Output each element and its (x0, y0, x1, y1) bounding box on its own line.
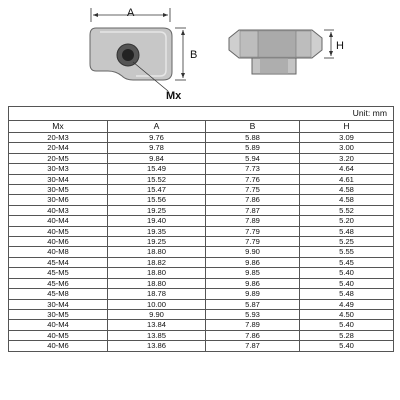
cell-a: 18.78 (108, 289, 206, 299)
cell-mx: 40-M3 (9, 205, 108, 215)
header-row (9, 121, 394, 133)
cell-mx: 40-M5 (9, 226, 108, 236)
cell-b: 7.89 (206, 216, 300, 226)
cell-h: 5.45 (300, 257, 394, 267)
cell-b: 7.87 (206, 341, 300, 351)
column-header-a: A (108, 121, 206, 133)
cell-a: 9.84 (108, 153, 206, 163)
column-header-mx: Mx (9, 121, 108, 133)
dim-label-mx: Mx (166, 90, 182, 100)
dim-label-h: H (336, 40, 344, 52)
cell-h: 5.48 (300, 289, 394, 299)
cell-b: 7.79 (206, 237, 300, 247)
cell-a: 15.49 (108, 164, 206, 174)
cell-mx: 30-M6 (9, 195, 108, 205)
cell-b: 9.85 (206, 268, 300, 278)
cell-b: 7.87 (206, 205, 300, 215)
cell-a: 18.80 (108, 247, 206, 257)
cell-a: 9.76 (108, 133, 206, 143)
cell-h: 5.40 (300, 268, 394, 278)
cell-a: 9.90 (108, 309, 206, 319)
cell-b: 9.86 (206, 278, 300, 288)
cell-mx: 40-M4 (9, 320, 108, 330)
cell-h: 3.20 (300, 153, 394, 163)
cell-h: 4.49 (300, 299, 394, 309)
cell-b: 5.87 (206, 299, 300, 309)
cell-mx: 20-M5 (9, 153, 108, 163)
cell-a: 9.78 (108, 143, 206, 153)
cell-mx: 30-M5 (9, 309, 108, 319)
cell-h: 4.58 (300, 185, 394, 195)
table-row (9, 205, 394, 215)
cell-b: 9.89 (206, 289, 300, 299)
column-header-h: H (300, 121, 394, 133)
cell-b: 7.76 (206, 174, 300, 184)
cell-b: 7.86 (206, 195, 300, 205)
cell-mx: 40-M6 (9, 237, 108, 247)
cell-a: 15.47 (108, 185, 206, 195)
table-row (9, 299, 394, 309)
cell-b: 5.94 (206, 153, 300, 163)
table-row (9, 309, 394, 319)
cell-mx: 45-M8 (9, 289, 108, 299)
cell-a: 15.56 (108, 195, 206, 205)
cell-h: 3.00 (300, 143, 394, 153)
table-row (9, 247, 394, 257)
cell-b: 7.79 (206, 226, 300, 236)
unit-row (9, 107, 394, 121)
cell-b: 9.86 (206, 257, 300, 267)
cell-mx: 40-M6 (9, 341, 108, 351)
cell-h: 4.50 (300, 309, 394, 319)
cell-h: 5.52 (300, 205, 394, 215)
table-row (9, 216, 394, 226)
table-row (9, 289, 394, 299)
table-row (9, 195, 394, 205)
table-row (9, 185, 394, 195)
table-row (9, 226, 394, 236)
table-row (9, 278, 394, 288)
side-view (229, 30, 344, 74)
table-row (9, 257, 394, 267)
cell-b: 7.89 (206, 320, 300, 330)
cell-h: 5.40 (300, 278, 394, 288)
cell-a: 10.00 (108, 299, 206, 309)
cell-a: 18.82 (108, 257, 206, 267)
cell-mx: 30-M4 (9, 174, 108, 184)
cell-b: 5.89 (206, 143, 300, 153)
cell-h: 5.25 (300, 237, 394, 247)
cell-mx: 40-M8 (9, 247, 108, 257)
table-row (9, 320, 394, 330)
cell-h: 3.09 (300, 133, 394, 143)
table-row (9, 133, 394, 143)
table-row (9, 330, 394, 340)
cell-a: 18.80 (108, 278, 206, 288)
cell-mx: 30-M3 (9, 164, 108, 174)
cell-b: 9.90 (206, 247, 300, 257)
top-view (90, 7, 197, 100)
table-row (9, 268, 394, 278)
cell-h: 4.58 (300, 195, 394, 205)
dimension-table (8, 106, 394, 352)
cell-h: 5.55 (300, 247, 394, 257)
cell-a: 13.85 (108, 330, 206, 340)
cell-h: 5.40 (300, 341, 394, 351)
cell-a: 18.80 (108, 268, 206, 278)
cell-mx: 45-M4 (9, 257, 108, 267)
cell-h: 5.48 (300, 226, 394, 236)
dim-label-b: B (190, 49, 198, 61)
cell-b: 5.88 (206, 133, 300, 143)
cell-h: 5.28 (300, 330, 394, 340)
column-header-b: B (206, 121, 300, 133)
cell-mx: 30-M4 (9, 299, 108, 309)
cell-h: 5.40 (300, 320, 394, 330)
cell-a: 13.84 (108, 320, 206, 330)
cell-h: 5.20 (300, 216, 394, 226)
table-row (9, 237, 394, 247)
cell-mx: 20-M3 (9, 133, 108, 143)
cell-a: 13.86 (108, 341, 206, 351)
cell-mx: 40-M5 (9, 330, 108, 340)
cell-mx: 30-M5 (9, 185, 108, 195)
unit-label: Unit: mm (9, 107, 394, 121)
cell-a: 19.25 (108, 237, 206, 247)
cell-mx: 40-M4 (9, 216, 108, 226)
cell-b: 7.86 (206, 330, 300, 340)
cell-a: 19.40 (108, 216, 206, 226)
cell-mx: 20-M4 (9, 143, 108, 153)
table-row (9, 341, 394, 351)
table-row (9, 143, 394, 153)
table-row (9, 153, 394, 163)
table-row (9, 174, 394, 184)
dim-label-a: A (127, 7, 135, 19)
dimension-table-container (8, 106, 393, 352)
table-body (9, 133, 394, 352)
table-row (9, 164, 394, 174)
t-nut-drawing (0, 0, 400, 100)
cell-b: 5.93 (206, 309, 300, 319)
cell-a: 19.35 (108, 226, 206, 236)
cell-b: 7.75 (206, 185, 300, 195)
cell-h: 4.64 (300, 164, 394, 174)
cell-a: 19.25 (108, 205, 206, 215)
cell-b: 7.73 (206, 164, 300, 174)
cell-mx: 45-M5 (9, 268, 108, 278)
cell-h: 4.61 (300, 174, 394, 184)
cell-mx: 45-M6 (9, 278, 108, 288)
cell-a: 15.52 (108, 174, 206, 184)
